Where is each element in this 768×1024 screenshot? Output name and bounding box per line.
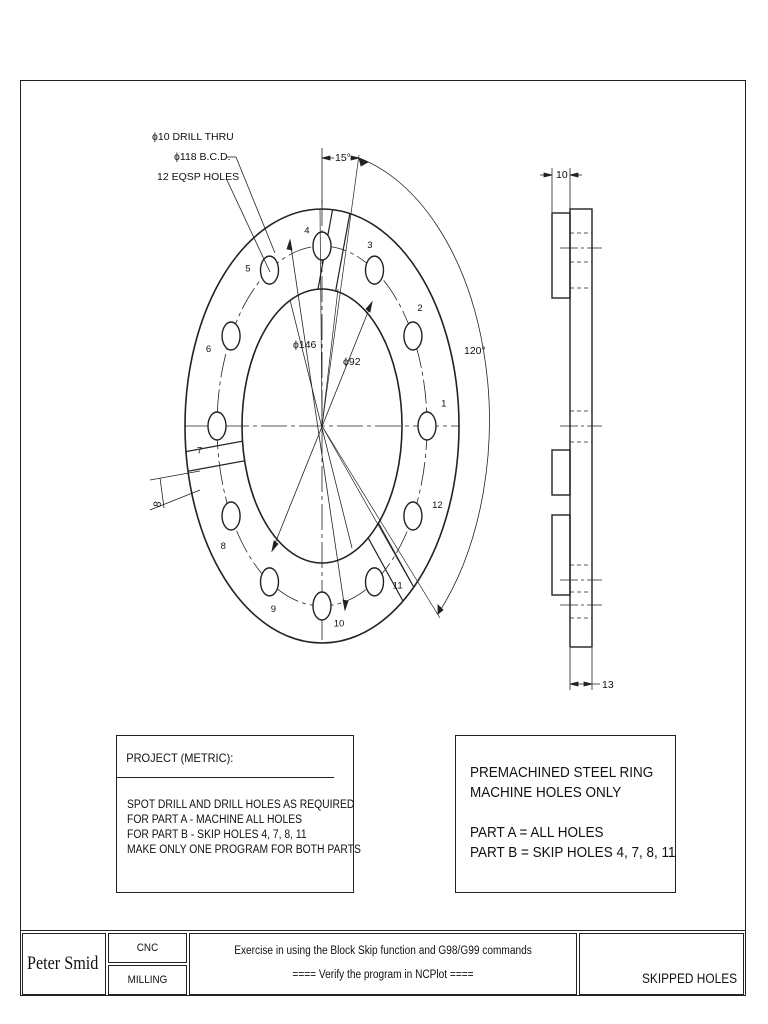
- note-line-4: PART B = SKIP HOLES 4, 7, 8, 11: [470, 844, 676, 861]
- project-line: FOR PART A - MACHINE ALL HOLES: [127, 814, 303, 826]
- hole-2: [404, 322, 422, 350]
- cnc-label: CNC: [136, 942, 159, 954]
- angle-120-label: 120°: [464, 345, 486, 357]
- note-line-3: PART A = ALL HOLES: [470, 824, 604, 841]
- description-line-1: Exercise in using the Block Skip function and G98/G99 commands: [234, 945, 532, 957]
- project-header: PROJECT (METRIC):: [117, 736, 334, 778]
- hole-label-8: 8: [220, 540, 226, 552]
- note-lines: [470, 763, 675, 863]
- project-line: FOR PART B - SKIP HOLES 4, 7, 8, 11: [127, 829, 307, 841]
- hole-1: [418, 412, 436, 440]
- drawing-title-cell: [579, 933, 744, 995]
- side-bottom-label: 13: [602, 679, 614, 691]
- hole-8: [222, 502, 240, 530]
- side-top-label: 10: [556, 169, 568, 181]
- hole-label-11: 11: [392, 580, 403, 592]
- note-line-2: MACHINE HOLES ONLY: [470, 784, 622, 801]
- description-cell: [189, 933, 577, 995]
- hole-label-4: 4: [304, 225, 310, 237]
- note-box: [455, 735, 676, 893]
- hole-label-12: 12: [432, 499, 443, 511]
- drawing-title: SKIPPED HOLES: [641, 971, 737, 986]
- callout-holes-label: 12 EQSP HOLES: [157, 171, 240, 183]
- note-line-1: PREMACHINED STEEL RING: [470, 764, 654, 781]
- hole-7: [208, 412, 226, 440]
- title-block: [20, 930, 746, 996]
- project-line: MAKE ONLY ONE PROGRAM FOR BOTH PARTS: [127, 844, 361, 856]
- project-line: SPOT DRILL AND DRILL HOLES AS REQUIRED: [127, 799, 355, 811]
- hole-label-3: 3: [367, 239, 373, 251]
- hole-12: [404, 502, 422, 530]
- hole-label-10: 10: [333, 618, 345, 630]
- hole-6: [222, 322, 240, 350]
- drawing-labels: [151, 131, 613, 691]
- outer-diameter-label: ϕ146: [293, 339, 317, 351]
- hole-10: [313, 592, 331, 620]
- hole-label-9: 9: [270, 604, 276, 616]
- callout-drill-label: ϕ10 DRILL THRU: [152, 131, 234, 143]
- hole-label-7: 7: [196, 445, 203, 457]
- callout-bcd-label: ϕ118 B.C.D.: [174, 151, 231, 163]
- hole-4: [313, 232, 331, 260]
- hole-label-6: 6: [205, 344, 212, 356]
- author-name: Peter Smid: [27, 953, 99, 974]
- author-cell: [22, 933, 106, 995]
- project-box: [116, 735, 361, 893]
- hole-9: [261, 568, 279, 596]
- hole-label-1: 1: [441, 398, 447, 410]
- cnc-cell: [108, 933, 187, 963]
- hole-label-5: 5: [245, 263, 251, 275]
- hole-3: [366, 256, 384, 284]
- hole-label-2: 2: [417, 303, 423, 315]
- hole-11: [366, 568, 384, 596]
- angle-15-label: 15°: [335, 152, 351, 164]
- slot-width-label: 8: [151, 500, 165, 509]
- milling-cell: [108, 965, 187, 995]
- inner-diameter-label: ϕ92: [343, 356, 361, 368]
- milling-label: MILLING: [127, 974, 168, 986]
- side-view: [552, 209, 602, 647]
- description-line-2: ==== Verify the program in NCPlot ====: [292, 969, 474, 981]
- project-instructions: [127, 798, 361, 858]
